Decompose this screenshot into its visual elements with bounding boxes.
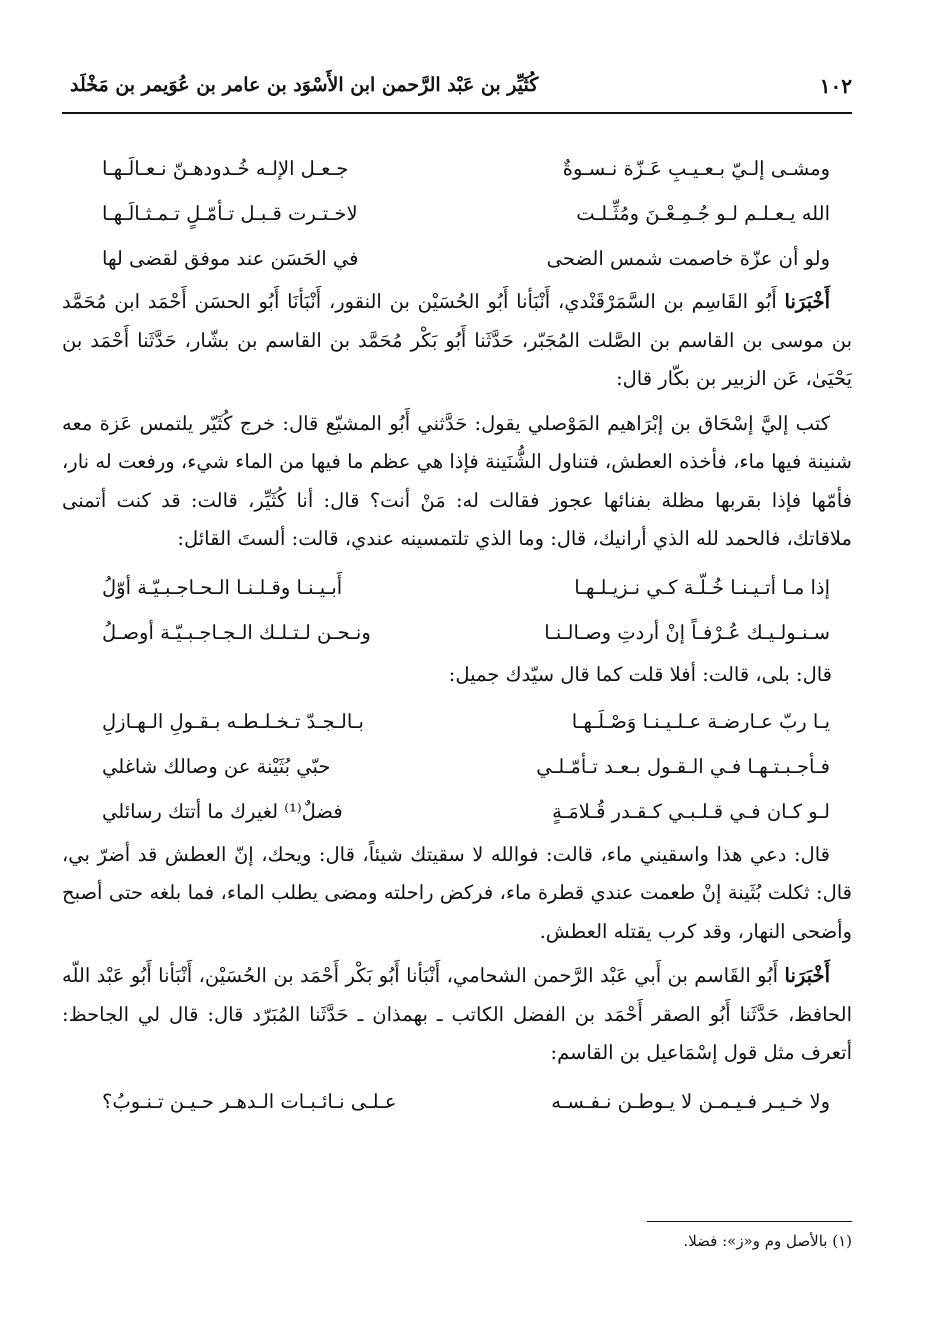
poem-block-4: [62, 1079, 852, 1124]
verse-line: [62, 565, 852, 610]
page-body: [62, 140, 852, 1126]
verse-line: [62, 1079, 852, 1124]
verse-line: [62, 789, 852, 834]
paragraph-narrative-2: [62, 836, 852, 952]
verse-first-hemistich: الله يـعـلـم لـو جُـمِـعْـنَ ومُثِّـلـت: [576, 202, 830, 225]
verse-line: [62, 699, 852, 744]
isnad-keyword: أَخْبَرَنا: [784, 290, 830, 313]
verse-line: [62, 744, 852, 789]
paragraph-dialogue: [62, 657, 852, 693]
verse-second-hemistich: فضلٌ⁽¹⁾ لغيرك ما أتتك رسائلي: [102, 799, 343, 823]
verse-second-hemistich: جـعـل الإلـه خُـدودهـنّ نـعـالَـهـا: [102, 157, 349, 180]
verse-first-hemistich: ولا خـيـر فـيـمـن لا يـوطـن نـفـسـه: [551, 1089, 830, 1113]
paragraph-isnad-1: [62, 283, 852, 399]
poem-block-1: [62, 146, 852, 281]
paragraph-narrative-1: [62, 405, 852, 559]
verse-second-hemistich: عـلـى نـائـبـات الـدهـر حـيـن تـنـوبُ؟: [102, 1089, 397, 1113]
verse-line: [62, 236, 852, 281]
paragraph-text: أَبُو القَاسِم بن السَّمَرْقَنْدي، أَنْبَأنا أَبُو الحُسَيْن بن النقور، أَنْبَأنَا أَبُو الحسَن أَحْمَد ابن مُحَمَّد بن موسى بن القاسم بن الصَّلت المُجَبّر، حَدَّثَنا أَبُو بَكْر مُحَمَّد بن القاسم بن بشّار، حَدَّثَنا أَحْمَد بن يَحْيَىٰ، عَن الزبير بن بكّار قال:: [62, 290, 852, 390]
verse-first-hemistich: سـنـولـيـك عُـرْفـاً إنْ أردتِ وصـالـنـا: [544, 620, 830, 644]
footnote-rule: [647, 1221, 852, 1222]
verse-second-hemistich: ونـحـن لـتـلـك الـجـاجـبـيّـة أوصـلُ: [102, 620, 371, 644]
verse-second-hemistich: لاخـتـرت قـبـل تـأمّـلٍ تـمـثـالَـهـا: [102, 202, 358, 225]
isnad-keyword: أَخْبَرَنا: [784, 964, 830, 987]
verse-first-hemistich: فـأجـبـتـهـا فـي الـقـول بـعـد تـأمّـلـي: [536, 754, 830, 778]
paragraph-text: كتب إليَّ إسْحَاق بن إبْرَاهيم المَوْصلي يقول: حَدَّثني أَبُو المشيّع قال: خرج كُثَيّر يلتمس عَزة معه شنينة فيها ماء، فأخذه العطش، فتناول الشُّنَينة فإذا هي عظم ما فيها من الماء شيء، ورفعت له نار، فأمّها فإذا بقربها مظلة بفنائها عجوز فقالت له: مَنْ أنت؟ قال: أنا كُثَيِّر، قالت: قد كنت أتمنى ملاقاتك، فالحمد لله الذي أرانيك، قال: وما الذي تلتمسينه عندي، قالت: ألستَ القائل:: [62, 411, 852, 550]
page-number: ١٠٢: [819, 74, 852, 98]
verse-first-hemistich: إذا مـا أتـيـنـا خُـلّـة كـي نـزيـلـهـا: [574, 575, 830, 599]
verse-second-hemistich: أَبـيـنـا وقـلـنـا الـحـاجـبـيّـة أوّلُ: [102, 575, 343, 599]
paragraph-text: قال: دعي هذا واسقيني ماء، قالت: فوالله لا سقيتك شيئاً، قال: ويحك، إنّ العطش قد أضرّ بي، قال: ثكلت بُثَينة إنْ طعمت عندي قطرة ماء، فركض راحلته ومضى يطلب الماء، فما بلغه حتى أصبح وأضحى النهار، وقد كرب يقتله العطش.: [62, 842, 852, 943]
verse-second-hemistich: في الحَسَن عند موفق لقضى لها: [102, 247, 359, 270]
verse-line: [62, 610, 852, 655]
verse-first-hemistich: ولو أن عزّة خاصمت شمس الضحى: [546, 247, 830, 270]
verse-first-hemistich: لـو كـان فـي قـلـبـي كـقـدر قُـلامَـةٍ: [552, 799, 830, 823]
verse-first-hemistich: ومشـى إلـيّ بـعـيـبِ عَـزّة نـسـوةٌ: [562, 157, 830, 180]
poem-block-3: [62, 699, 852, 834]
paragraph-text: قال: بلى، قالت: أفلا قلت كما قال سيّدك جميل:: [448, 662, 832, 686]
verse-second-hemistich: بـالـجـدّ تـخـلـطـه بـقـولِ الـهـازلِ: [102, 709, 364, 733]
header-rule: [62, 112, 852, 114]
paragraph-text: أَبُو القَاسم بن أَبي عَبْد الرَّحمن الشحامي، أَنْبَأنا أَبُو بَكْر أَحْمَد بن الحُسَيْن، أَنْبَأنا أَبُو عَبْد اللّه الحافظ، حَدَّثَنا أَبُو الصقر أَحْمَد بن الفضل الكاتب ـ بهمذان ـ حَدَّثَنا المُبَرّد قال: قال لي الجاحظ: أتعرف مثل قول إسْمَاعيل بن القاسم:: [62, 964, 852, 1064]
poem-block-2: [62, 565, 852, 655]
verse-line: [62, 146, 852, 191]
paragraph-isnad-2: [62, 957, 852, 1073]
footnote: (١) بالأصل وم و«ز»: فضلا.: [683, 1232, 852, 1250]
verse-first-hemistich: يـا ربّ عـارضـة عـلـيـنـا وَصْـلَـهـا: [571, 709, 830, 733]
page-header: [62, 70, 852, 110]
verse-line: [62, 191, 852, 236]
verse-second-hemistich: حبّي بُثَيْنة عن وصالك شاغلي: [102, 754, 331, 778]
running-head: كُثَيِّر بن عَبْد الرَّحمن ابن الأَسْوَد بن عامر بن عُوَيمر بن مَخْلَد: [70, 74, 539, 96]
